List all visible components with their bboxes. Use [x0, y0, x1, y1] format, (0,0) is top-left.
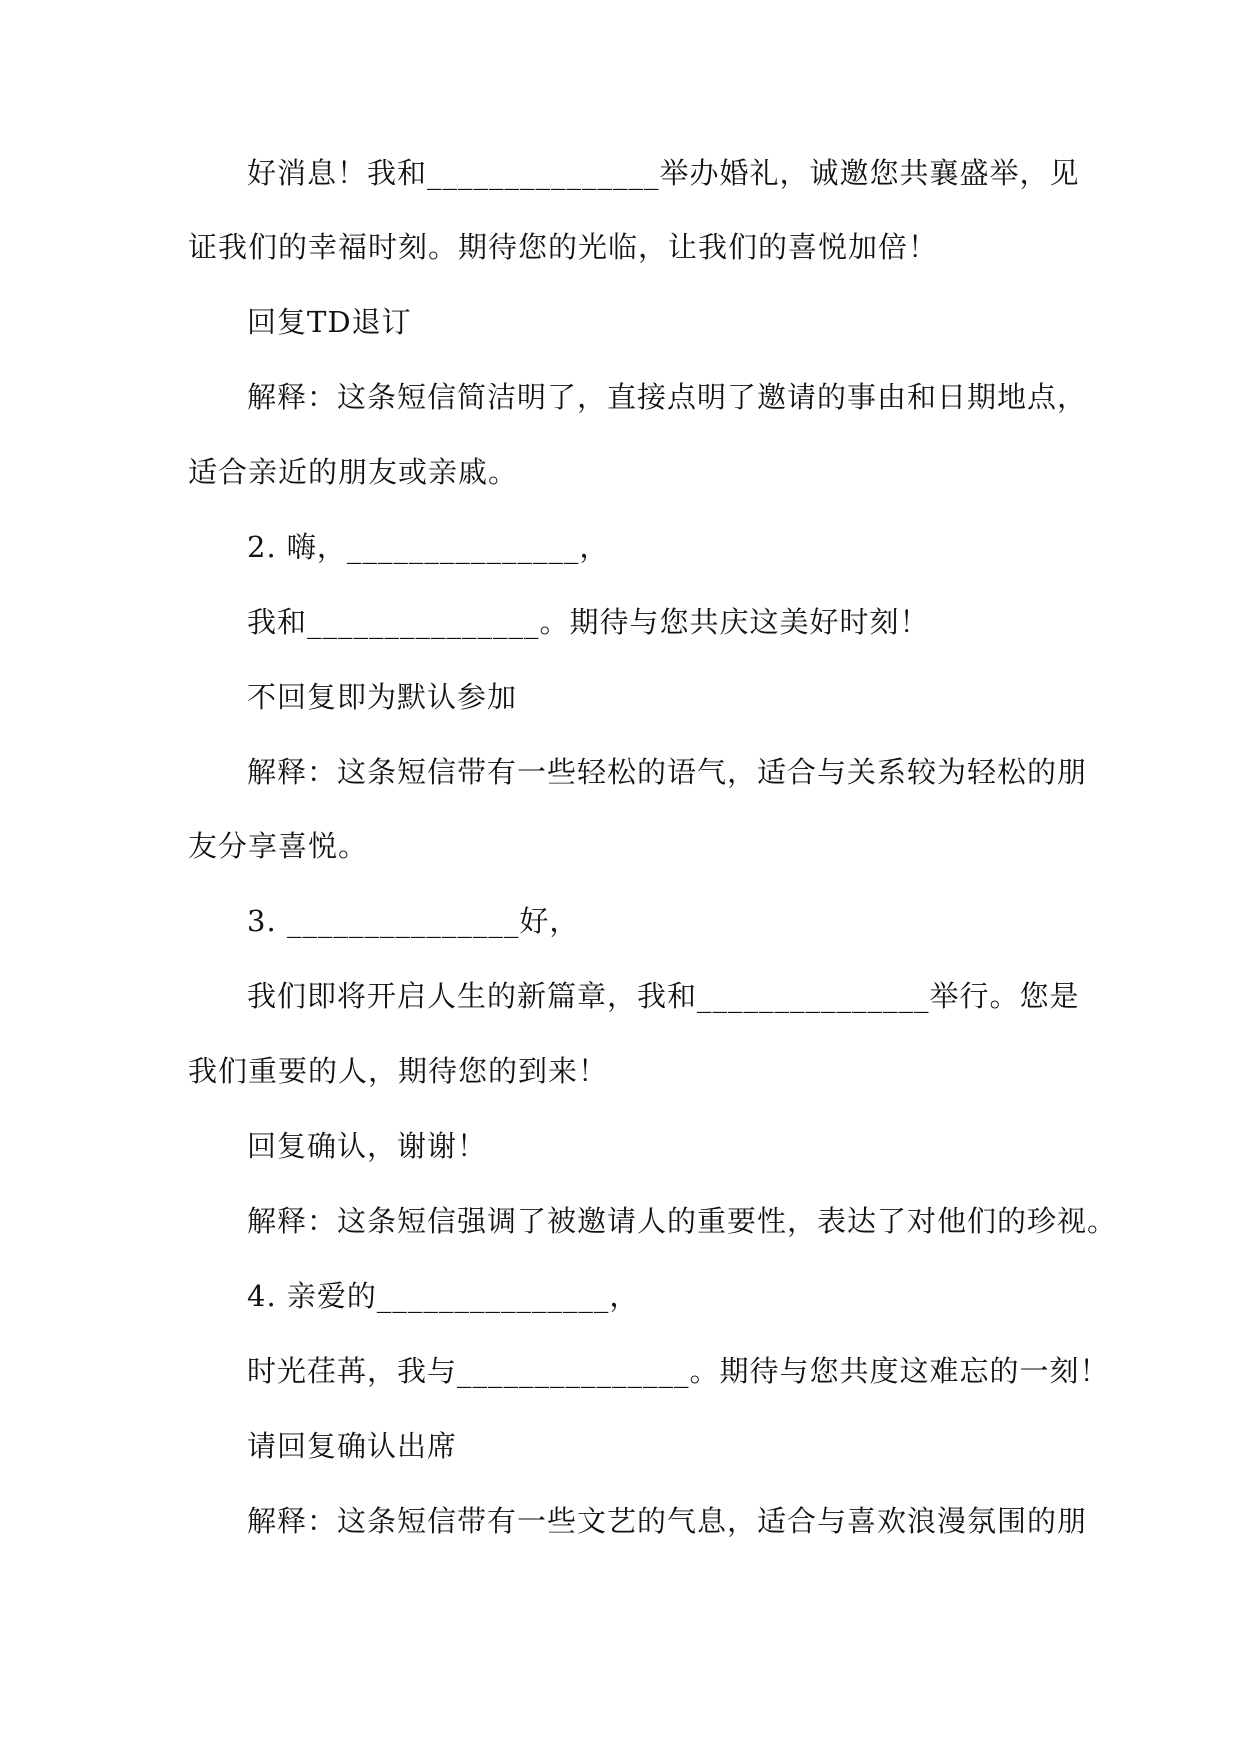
invite-3-greeting: 3. _______________好，: [247, 904, 580, 938]
explanation-3: 解释：这条短信强调了被邀请人的重要性，表达了对他们的珍视。: [247, 1204, 1118, 1238]
invite-1-reply-note: 回复TD退订: [247, 305, 412, 339]
explanation-4-line-1: 解释：这条短信带有一些文艺的气息，适合与喜欢浪漫氛围的朋: [247, 1504, 1088, 1538]
invite-4-reply-note: 请回复确认出席: [247, 1429, 458, 1463]
invite-2-message: 我和_______________。期待与您共庆这美好时刻！: [247, 605, 930, 639]
explanation-2-line-1: 解释：这条短信带有一些轻松的语气，适合与关系较为轻松的朋: [247, 755, 1088, 789]
invite-3-reply-note: 回复确认，谢谢！: [247, 1129, 488, 1163]
invite-2-greeting: 2. 嗨，_______________，: [247, 530, 610, 564]
explanation-1-line-1: 解释：这条短信简洁明了，直接点明了邀请的事由和日期地点，: [247, 380, 1088, 414]
invite-4-message: 时光荏苒，我与_______________。期待与您共度这难忘的一刻！: [247, 1354, 1110, 1388]
invite-2-reply-note: 不回复即为默认参加: [247, 680, 518, 714]
invite-4-greeting: 4. 亲爱的_______________，: [247, 1279, 640, 1313]
explanation-2-line-2: 友分享喜悦。: [188, 829, 369, 863]
invite-3-message-line-1: 我们即将开启人生的新篇章，我和_______________举行。您是: [247, 979, 1080, 1013]
invite-3-message-line-2: 我们重要的人，期待您的到来！: [188, 1054, 609, 1088]
invite-1-message-line-2: 证我们的幸福时刻。期待您的光临，让我们的喜悦加倍！: [188, 230, 939, 264]
invite-1-message-line-1: 好消息！我和_______________举办婚礼，诚邀您共襄盛举，见: [247, 156, 1080, 190]
explanation-1-line-2: 适合亲近的朋友或亲戚。: [188, 455, 519, 489]
